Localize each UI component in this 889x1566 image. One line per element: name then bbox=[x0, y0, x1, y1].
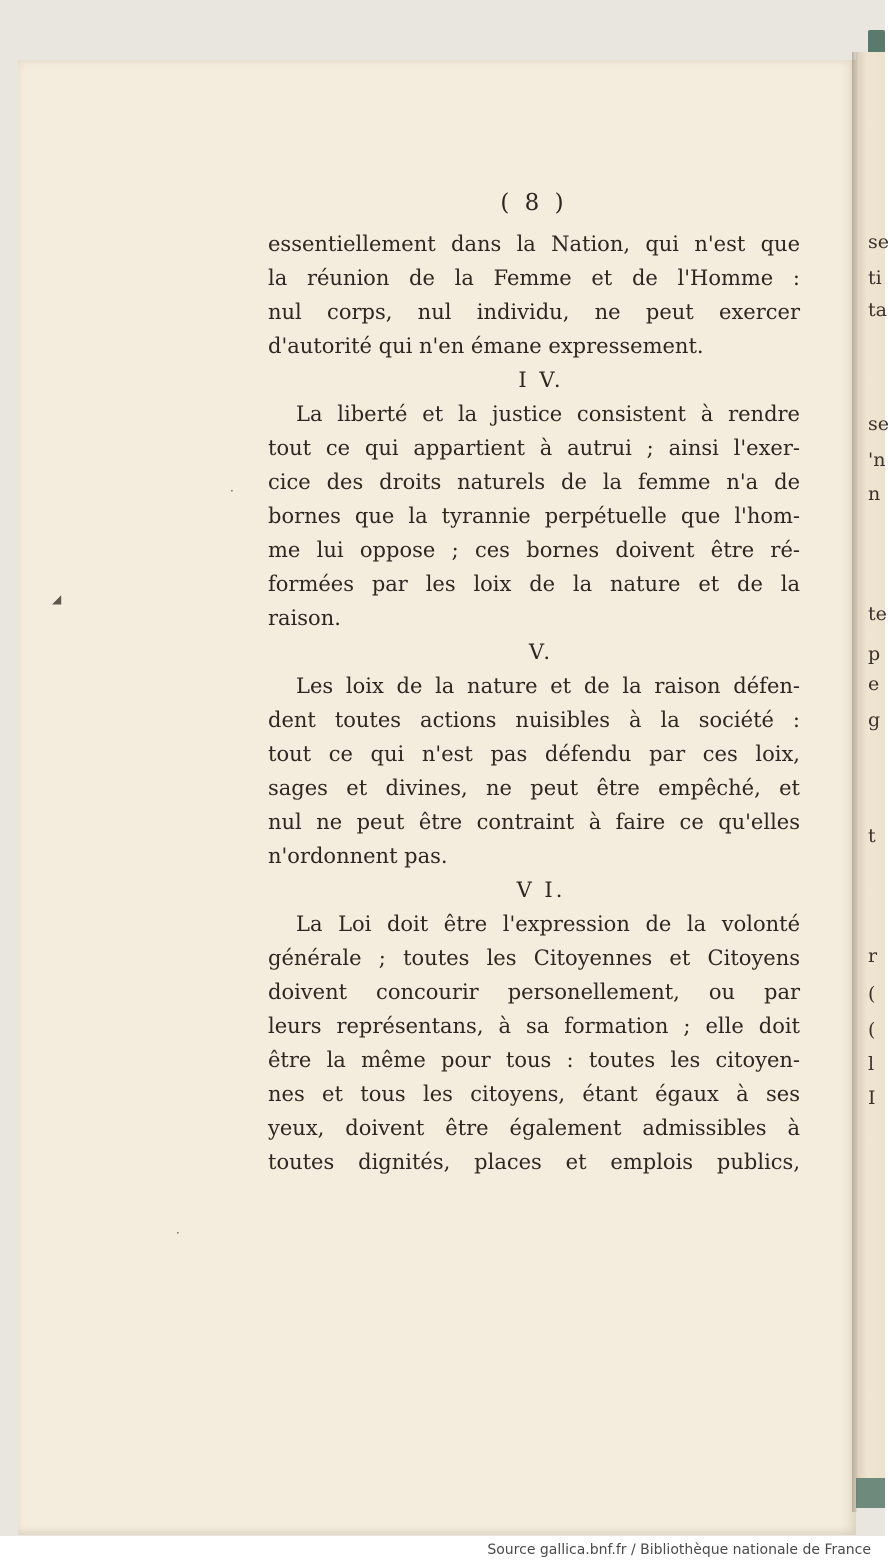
text-line: nul ne peut être contraint à faire ce qu'elles bbox=[268, 810, 800, 834]
text-line: Les loix de la nature et de la raison défen- bbox=[296, 674, 800, 698]
next-page-fragment: te bbox=[868, 603, 887, 625]
text-line: nul corps, nul individu, ne peut exercer bbox=[268, 300, 800, 324]
ink-speck: · bbox=[176, 1226, 180, 1240]
text-line: formées par les loix de la nature et de la bbox=[268, 572, 800, 596]
page-fold-shadow bbox=[852, 52, 858, 1512]
next-page-fragment: se bbox=[868, 413, 889, 435]
text-line: être la même pour tous : toutes les citoyen- bbox=[268, 1048, 800, 1072]
text-line: tout ce qui appartient à autrui ; ainsi l'exer- bbox=[268, 436, 800, 460]
next-page-fragment: ti bbox=[868, 267, 882, 289]
ink-speck: ◢ bbox=[52, 592, 62, 606]
text-line: générale ; toutes les Citoyennes et Citoyens bbox=[268, 946, 800, 970]
source-credit: Source gallica.bnf.fr / Bibliothèque nationale de France bbox=[487, 1542, 871, 1558]
page-text bbox=[268, 183, 800, 1179]
next-page-fragment: 'n bbox=[868, 449, 886, 471]
next-page-fragment: ta bbox=[868, 299, 887, 321]
next-page-fragment: ( bbox=[868, 1019, 876, 1041]
article-heading: V I. bbox=[516, 878, 566, 902]
text-body bbox=[268, 227, 800, 1179]
text-line: La Loi doit être l'expression de la volonté bbox=[296, 912, 800, 936]
next-page-fragment: ( bbox=[868, 983, 876, 1005]
next-page-fragment: t bbox=[868, 825, 876, 847]
next-page-fragment: g bbox=[868, 709, 881, 731]
article-heading: V. bbox=[528, 640, 554, 664]
text-line: raison. bbox=[268, 606, 341, 630]
next-page-fragment: l bbox=[868, 1053, 875, 1075]
text-line: bornes que la tyrannie perpétuelle que l'hom- bbox=[268, 504, 800, 528]
next-page-fragment: n bbox=[868, 483, 881, 505]
next-page-fragment: p bbox=[868, 643, 881, 665]
next-page-fragment: se bbox=[868, 231, 889, 253]
next-page-fragment: e bbox=[868, 673, 880, 695]
text-line: doivent concourir personellement, ou par bbox=[268, 980, 800, 1004]
text-line: n'ordonnent pas. bbox=[268, 844, 448, 868]
text-line: tout ce qui n'est pas défendu par ces loix, bbox=[268, 742, 800, 766]
next-page-fragment: r bbox=[868, 945, 878, 967]
text-line: sages et divines, ne peut être empêché, et bbox=[268, 776, 800, 800]
text-line: la réunion de la Femme et de l'Homme : bbox=[268, 266, 800, 290]
text-line: La liberté et la justice consistent à rendre bbox=[296, 402, 800, 426]
text-line: yeux, doivent être également admissibles à bbox=[268, 1116, 800, 1140]
text-line: cice des droits naturels de la femme n'a de bbox=[268, 470, 800, 494]
ink-speck: · bbox=[230, 484, 234, 498]
page-number: ( 8 ) bbox=[500, 190, 568, 216]
source-footer bbox=[0, 1536, 885, 1566]
text-line: essentiellement dans la Nation, qui n'est que bbox=[268, 232, 800, 256]
article-heading: I V. bbox=[518, 368, 564, 392]
text-line: leurs représentans, à sa formation ; elle doit bbox=[268, 1014, 800, 1038]
text-line: dent toutes actions nuisibles à la société : bbox=[268, 708, 800, 732]
next-page-fragment: I bbox=[868, 1087, 876, 1109]
text-line: d'autorité qui n'en émane expressement. bbox=[268, 334, 704, 358]
text-line: toutes dignités, places et emplois publics, bbox=[268, 1150, 800, 1174]
text-line: nes et tous les citoyens, étant égaux à ses bbox=[268, 1082, 800, 1106]
text-line: me lui oppose ; ces bornes doivent être ré- bbox=[268, 538, 800, 562]
